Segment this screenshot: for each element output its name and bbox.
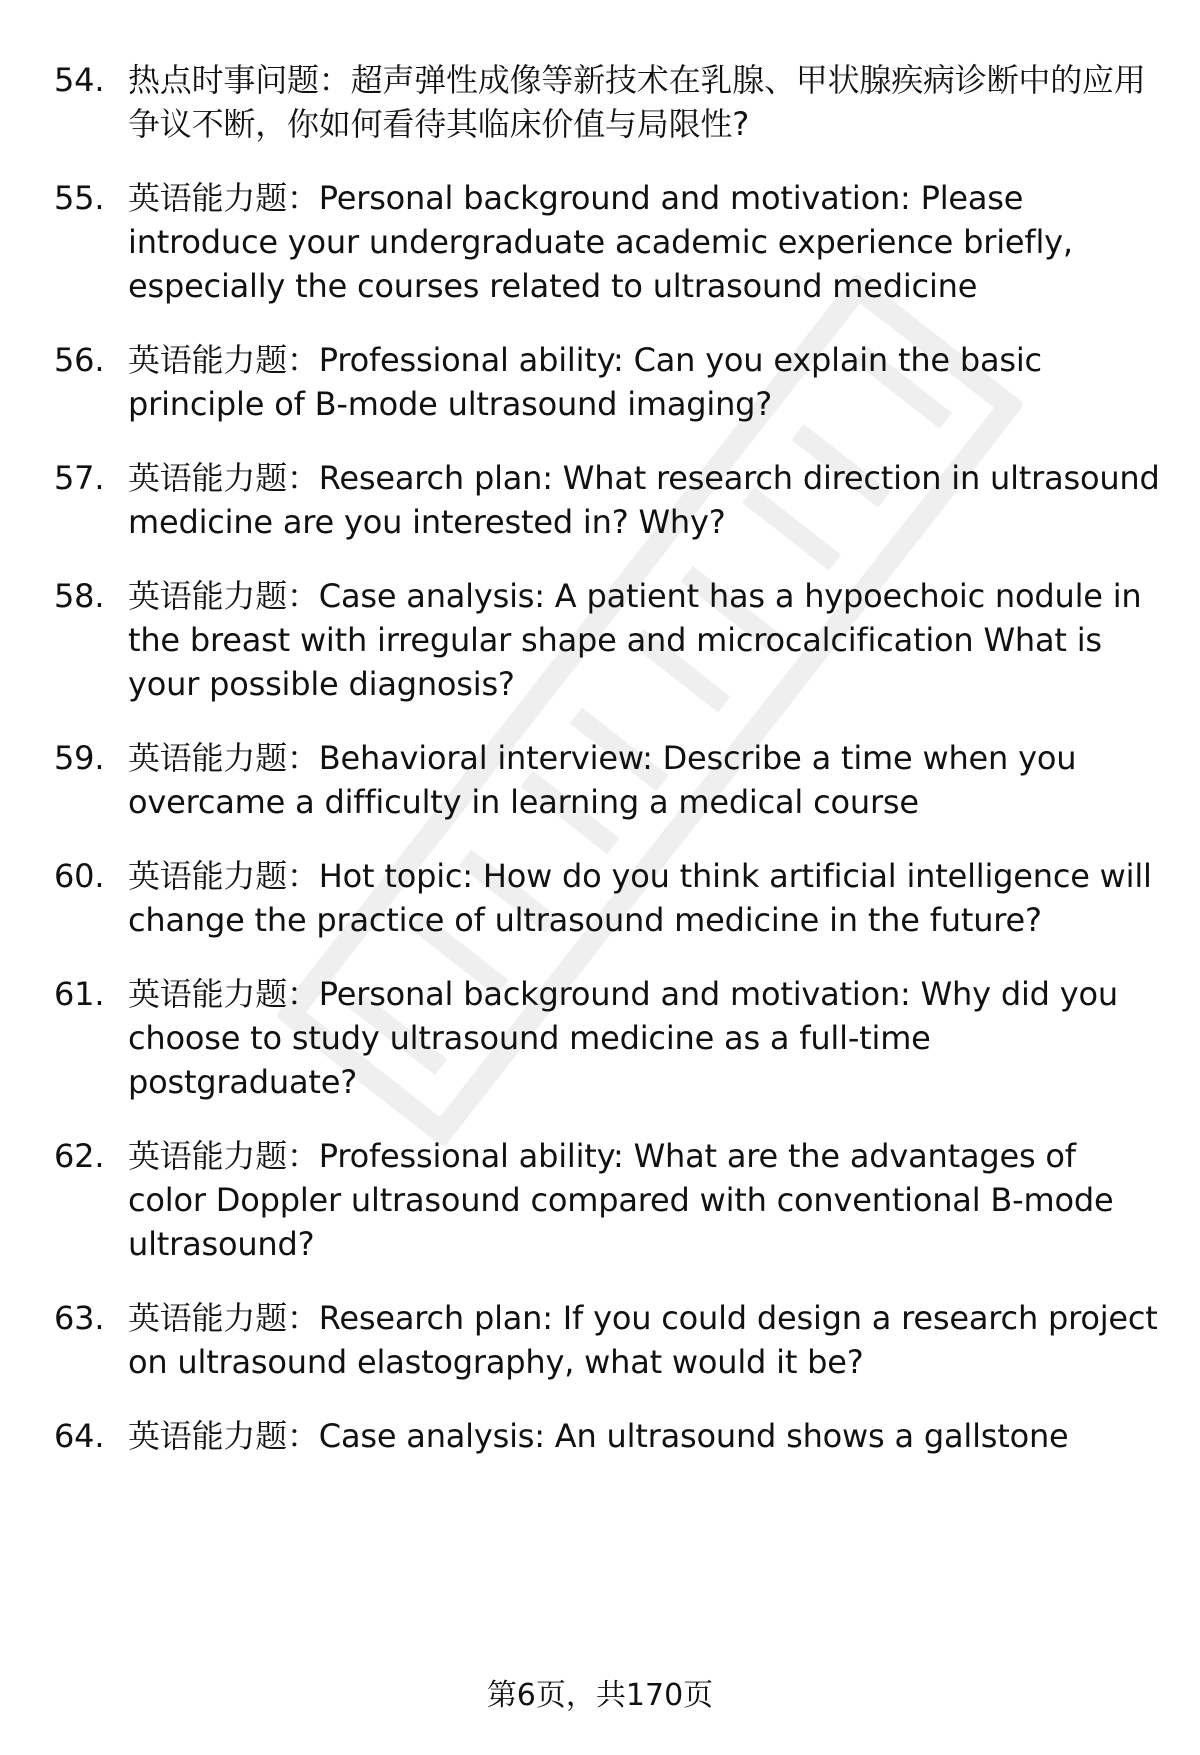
question-number: 56.: [54, 341, 105, 379]
question-number: 58.: [54, 577, 105, 615]
question-text: 英语能力题：Professional ability: Can you explain the basic principle of B-mode ultrasound imaging?: [128, 341, 1042, 423]
question-number: 54.: [54, 61, 105, 99]
question-number: 55.: [54, 179, 105, 217]
question-item: [0, 456, 1200, 544]
question-number: 61.: [54, 975, 105, 1013]
question-number: 64.: [54, 1417, 105, 1455]
question-text: 英语能力题：Personal background and motivation: Why did you choose to study ultrasound medicine as a full-time postgraduate?: [128, 975, 1118, 1101]
question-text: 热点时事问题：超声弹性成像等新技术在乳腺、甲状腺疾病诊断中的应用争议不断，你如何看待其临床价值与局限性?: [128, 61, 1146, 143]
question-text: 英语能力题：Research plan: What research direction in ultrasound medicine are you interested in? Why?: [128, 459, 1160, 541]
page-footer: [0, 1676, 1200, 1716]
question-item: [0, 58, 1200, 146]
question-text: 英语能力题：Case analysis: A patient has a hypoechoic nodule in the breast with irregular shape and microcalcification What is your possible diagnosis?: [128, 577, 1142, 703]
question-item: [0, 1134, 1200, 1266]
question-item: [0, 338, 1200, 426]
question-text: 英语能力题：Hot topic: How do you think artificial intelligence will change the practice of ultrasound medicine in the future?: [128, 857, 1152, 939]
question-number: 63.: [54, 1299, 105, 1337]
question-item: [0, 736, 1200, 824]
question-text: 英语能力题：Professional ability: What are the advantages of color Doppler ultrasound compared with conventional B-mode ultrasound?: [128, 1137, 1114, 1263]
question-number: 60.: [54, 857, 105, 895]
question-item: [0, 176, 1200, 308]
question-item: [0, 1414, 1200, 1458]
question-text: 英语能力题：Behavioral interview: Describe a time when you overcame a difficulty in learning a medical course: [128, 739, 1077, 821]
question-text: 英语能力题：Personal background and motivation: Please introduce your undergraduate academic experience briefly, especially the courses related to ultrasound medicine: [128, 179, 1073, 305]
question-item: [0, 972, 1200, 1104]
question-number: 57.: [54, 459, 105, 497]
question-number: 59.: [54, 739, 105, 777]
question-number: 62.: [54, 1137, 105, 1175]
page-number-label: 第6页，共170页: [486, 1678, 714, 1713]
question-item: [0, 854, 1200, 942]
question-text: 英语能力题：Research plan: If you could design a research project on ultrasound elastography, what would it be?: [128, 1299, 1158, 1381]
question-item: [0, 574, 1200, 706]
question-text: 英语能力题：Case analysis: An ultrasound shows a gallstone: [128, 1417, 1069, 1455]
question-item: [0, 1296, 1200, 1384]
question-list: [0, 58, 1200, 1458]
